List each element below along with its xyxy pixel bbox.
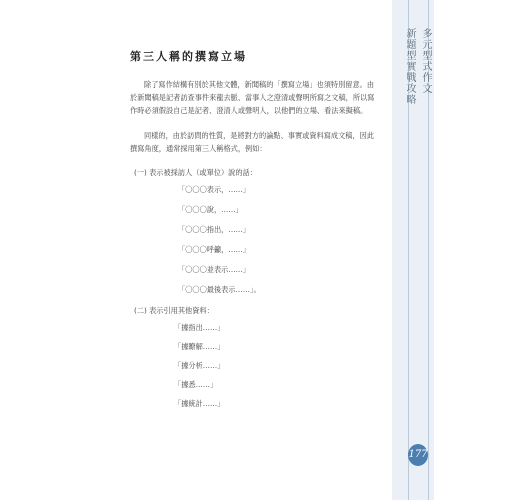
quote-example: 「〇〇〇說，……」 <box>178 205 243 214</box>
quote-example: 「據指出……」 <box>174 323 225 332</box>
quote-list <box>130 185 380 295</box>
paragraph: 同樣的，由於訪問的性質，是將對方的論點、事實或資料寫成文稿，因此撰寫角度，通常採用第三人稱格式，例如： <box>130 131 375 153</box>
quote-list <box>130 323 380 409</box>
quote-example: 「〇〇〇並表示……」 <box>178 265 250 274</box>
quote-example: 「據瞭解……」 <box>174 342 225 351</box>
quote-example: 「〇〇〇指出，……」 <box>178 225 250 234</box>
quote-example: 「〇〇〇呼籲，……」 <box>178 245 250 254</box>
page-number: 177 <box>408 444 428 466</box>
quote-example: 「據分析……」 <box>174 361 225 370</box>
subsection-heading: (二) 表示引用其他資料： <box>134 306 214 315</box>
chapter-title-line1: 多元型式作文 <box>420 28 431 94</box>
quote-example: 「〇〇〇表示，……」 <box>178 185 250 194</box>
quote-example: 「據悉……」 <box>174 380 218 389</box>
main-content <box>130 48 380 418</box>
quote-example: 「〇〇〇最後表示……」。 <box>178 285 261 294</box>
quote-example: 「據統計……」 <box>174 399 225 408</box>
section-title: 第三人稱的撰寫立場 <box>130 50 247 63</box>
chapter-title <box>398 28 432 105</box>
chapter-title-line2: 新題型實戰攻略 <box>404 28 415 105</box>
subsection-heading: (一) 表示被採訪人（或單位）說的話： <box>134 168 257 177</box>
paragraph: 除了寫作結構有別於其他文體，新聞稿的「撰寫立場」也須特別留意。由於新聞稿是記者訪查事件來龍去脈、當事人之澄清或聲明所寫之文稿，所以寫作時必須假設自己是記者、澄清人或聲明人，以他們的立場、看法來擬稿。 <box>130 80 375 115</box>
